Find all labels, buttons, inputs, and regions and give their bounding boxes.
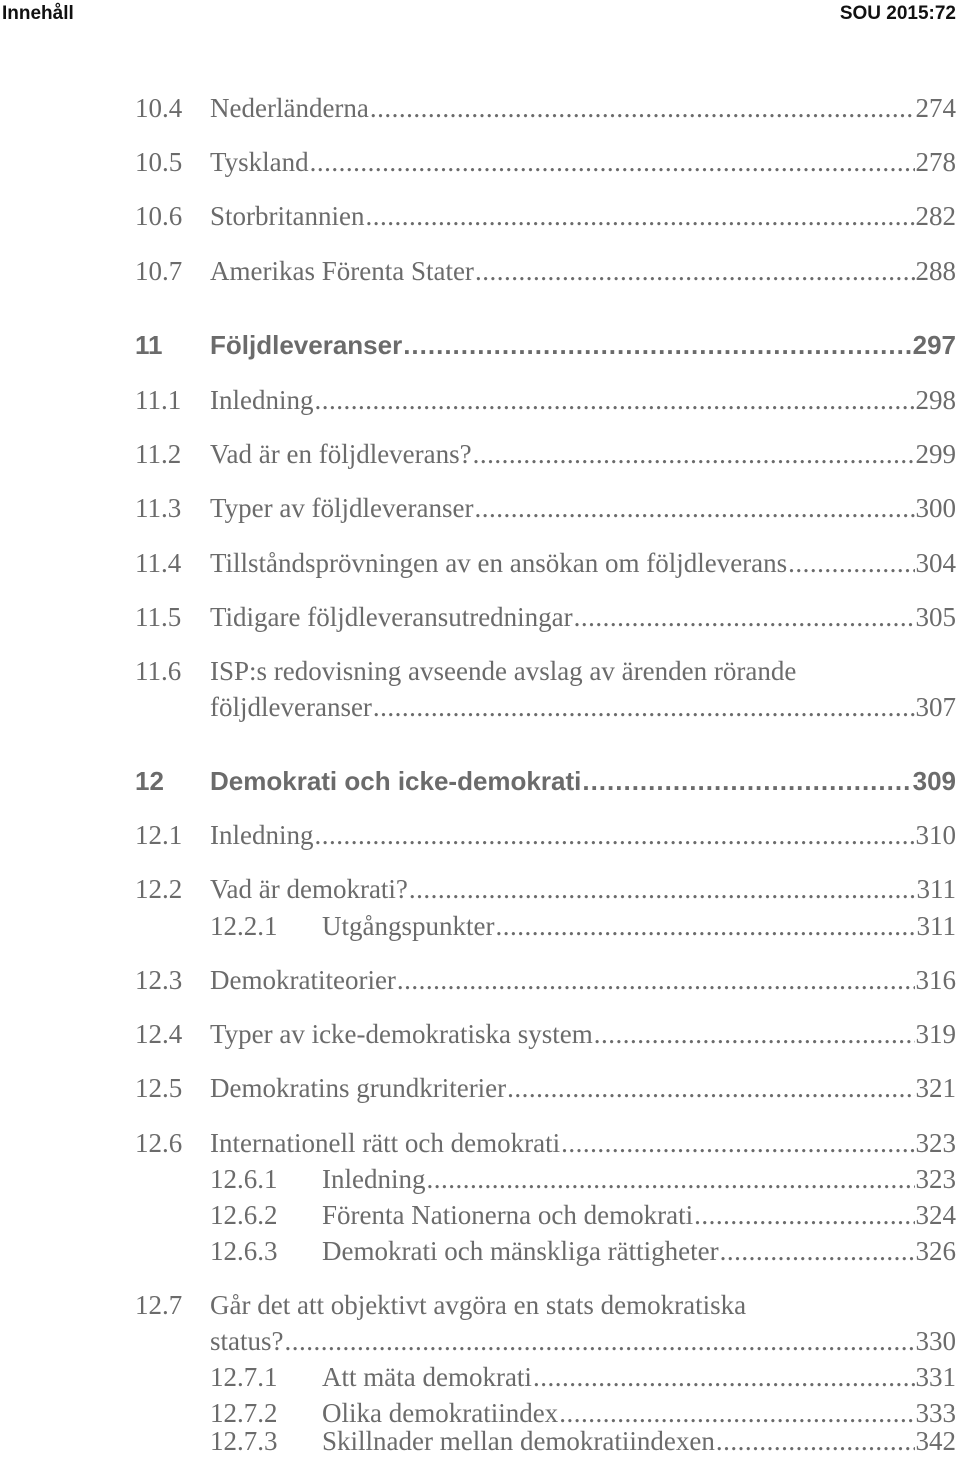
toc-chapter-entry[interactable] <box>0 764 960 798</box>
toc-title: Nederländerna <box>210 93 369 123</box>
toc-number: 10.6 <box>135 201 183 231</box>
toc-number: 11.3 <box>135 493 182 523</box>
toc-entry-continuation[interactable] <box>0 690 960 724</box>
toc-title: Typer av följdleveranser <box>210 493 474 523</box>
toc-page: 323 <box>915 1128 956 1158</box>
toc-number: 10.4 <box>135 93 183 123</box>
toc-leader <box>594 1017 915 1051</box>
toc-title-line1: Går det att objektivt avgöra en stats demokratiska <box>210 1290 747 1320</box>
toc-page: 316 <box>915 965 956 995</box>
toc-page: 321 <box>915 1073 956 1103</box>
toc-leader <box>475 254 915 288</box>
toc-number: 12.4 <box>135 1019 183 1049</box>
toc-entry-continuation[interactable] <box>0 1324 960 1358</box>
toc-title: Demokrati och mänskliga rättigheter <box>322 1236 719 1266</box>
toc-entry[interactable] <box>0 1017 960 1051</box>
toc-leader <box>370 91 915 125</box>
toc-page: 310 <box>915 820 956 850</box>
toc-title: status? <box>210 1326 284 1356</box>
toc-title: Förenta Nationerna och demokrati <box>322 1200 694 1230</box>
toc-leader <box>373 690 915 724</box>
toc-number: 12 <box>135 766 164 796</box>
toc-title: Tyskland <box>210 147 309 177</box>
toc-title: följdleveranser <box>210 692 372 722</box>
toc-entry[interactable] <box>0 91 960 125</box>
toc-leader <box>314 383 914 417</box>
document-id: SOU 2015:72 <box>839 3 956 24</box>
toc-entry[interactable] <box>0 199 960 233</box>
toc-number: 11.4 <box>135 548 182 578</box>
toc-leader <box>397 963 915 997</box>
toc-entry[interactable] <box>0 546 960 580</box>
toc-number: 10.7 <box>135 256 183 286</box>
toc-page: 323 <box>915 1164 956 1194</box>
toc-number: 12.6.2 <box>210 1200 278 1230</box>
toc-leader <box>574 600 915 634</box>
toc-number: 12.1 <box>135 820 183 850</box>
toc-subentry[interactable] <box>0 1198 960 1232</box>
toc-title: Typer av icke-demokratiska system <box>210 1019 593 1049</box>
toc-entry[interactable] <box>0 1126 960 1160</box>
toc-leader <box>365 199 914 233</box>
toc-entry[interactable] <box>0 600 960 634</box>
toc-number: 12.6.1 <box>210 1164 278 1194</box>
toc-page: 309 <box>912 766 956 796</box>
toc-leader <box>426 1162 914 1196</box>
toc-subentry[interactable] <box>0 1162 960 1196</box>
toc-title: Följdleveranser <box>210 330 403 360</box>
toc-chapter-entry[interactable] <box>0 328 960 362</box>
toc-number: 11.5 <box>135 602 182 632</box>
toc-page: 307 <box>915 692 956 722</box>
toc-entry[interactable] <box>0 1071 960 1105</box>
toc-number: 12.7.1 <box>210 1362 278 1392</box>
toc-page: 305 <box>915 602 956 632</box>
toc-title: Olika demokratiindex <box>322 1398 559 1428</box>
toc-number: 12.6 <box>135 1128 183 1158</box>
toc-leader <box>561 1126 914 1160</box>
toc-number: 10.5 <box>135 147 183 177</box>
toc-title: Storbritannien <box>210 201 365 231</box>
toc-number: 12.5 <box>135 1073 183 1103</box>
toc-leader <box>403 328 911 362</box>
toc-title: Skillnader mellan demokratiindexen <box>322 1426 715 1456</box>
toc-title: Inledning <box>210 820 314 850</box>
toc-page: 326 <box>915 1236 956 1266</box>
toc-page: 333 <box>915 1398 956 1428</box>
toc-subentry[interactable] <box>0 1360 960 1394</box>
toc-entry[interactable] <box>0 872 960 906</box>
toc-page: 299 <box>915 439 956 469</box>
toc-leader <box>473 437 915 471</box>
toc-title: Vad är demokrati? <box>210 874 408 904</box>
toc-page: 330 <box>915 1326 956 1356</box>
toc-page: 304 <box>915 548 956 578</box>
toc-leader <box>409 872 916 906</box>
toc-page: 311 <box>916 911 956 941</box>
toc-number: 11.2 <box>135 439 182 469</box>
toc-number: 12.7.3 <box>210 1426 278 1456</box>
toc-title: Inledning <box>322 1164 426 1194</box>
toc-page: 342 <box>915 1426 956 1456</box>
toc-title: Internationell rätt och demokrati <box>210 1128 561 1158</box>
toc-title: Vad är en följdleverans? <box>210 439 472 469</box>
toc-title: Tillståndsprövningen av en ansökan om följdleverans <box>210 548 788 578</box>
toc-entry[interactable] <box>0 254 960 288</box>
toc-title: Amerikas Förenta Stater <box>210 256 474 286</box>
toc-entry[interactable] <box>0 654 960 688</box>
toc-subentry[interactable] <box>0 909 960 943</box>
section-label: Innehåll <box>2 3 74 24</box>
toc-title: Demokratins grundkriterier <box>210 1073 507 1103</box>
toc-page: 297 <box>912 330 956 360</box>
toc-title: Utgångspunkter <box>322 911 495 941</box>
toc-number: 12.3 <box>135 965 183 995</box>
toc-page: 319 <box>915 1019 956 1049</box>
toc-leader <box>475 491 915 525</box>
toc-page: 300 <box>915 493 956 523</box>
toc-number: 12.2.1 <box>210 911 278 941</box>
toc-page: 298 <box>915 385 956 415</box>
toc-leader <box>694 1198 914 1232</box>
toc-page: 288 <box>915 256 956 286</box>
toc-number: 12.7 <box>135 1290 183 1320</box>
toc-leader <box>310 145 915 179</box>
toc-leader <box>716 1424 915 1458</box>
toc-leader <box>285 1324 915 1358</box>
toc-leader <box>720 1234 915 1268</box>
toc-page: 311 <box>916 874 956 904</box>
toc-title-line1: ISP:s redovisning avseende avslag av ärenden rörande <box>210 656 797 686</box>
toc-entry[interactable] <box>0 1288 960 1322</box>
toc-number: 11 <box>135 330 163 360</box>
toc-title: Tidigare följdleveransutredningar <box>210 602 573 632</box>
toc-entry[interactable] <box>0 383 960 417</box>
toc-title: Inledning <box>210 385 314 415</box>
toc-entry[interactable] <box>0 963 960 997</box>
toc-leader <box>582 764 911 798</box>
toc-page: 324 <box>915 1200 956 1230</box>
toc-leader <box>533 1360 915 1394</box>
toc-number: 12.7.2 <box>210 1398 278 1428</box>
toc-subentry[interactable] <box>0 1424 960 1458</box>
toc-number: 12.2 <box>135 874 183 904</box>
toc-page: 282 <box>915 201 956 231</box>
toc-page: 278 <box>915 147 956 177</box>
toc-title: Demokrati och icke-demokrati <box>210 766 582 796</box>
toc-entry[interactable] <box>0 145 960 179</box>
toc-number: 11.6 <box>135 656 182 686</box>
toc-title: Demokratiteorier <box>210 965 396 995</box>
toc-leader <box>507 1071 914 1105</box>
toc-entry[interactable] <box>0 818 960 852</box>
toc-subentry[interactable] <box>0 1234 960 1268</box>
toc-leader <box>495 909 915 943</box>
toc-title: Att mäta demokrati <box>322 1362 532 1392</box>
toc-entry[interactable] <box>0 437 960 471</box>
toc-entry[interactable] <box>0 491 960 525</box>
toc-page: 331 <box>915 1362 956 1392</box>
toc-number: 11.1 <box>135 385 182 415</box>
toc-number: 12.6.3 <box>210 1236 278 1266</box>
toc-page: 274 <box>915 93 956 123</box>
toc-leader <box>314 818 914 852</box>
toc-leader <box>788 546 914 580</box>
